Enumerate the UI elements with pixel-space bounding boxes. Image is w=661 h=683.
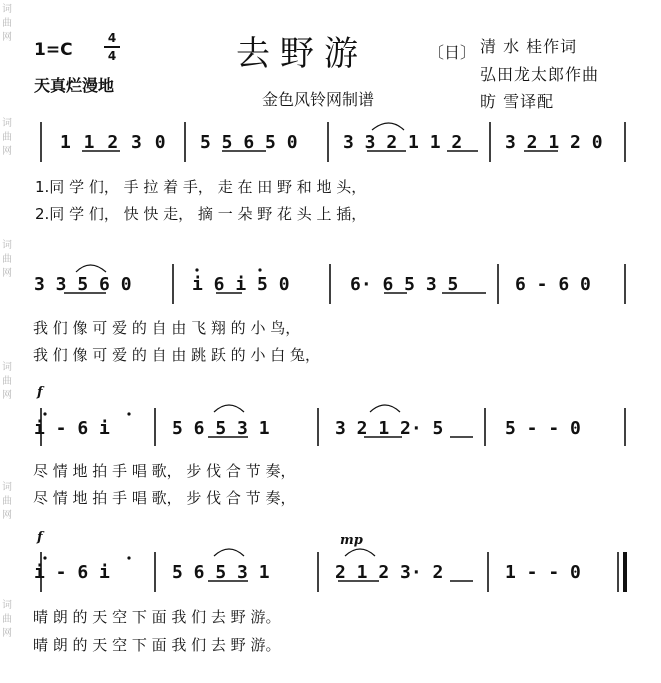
watermark-char: 曲 xyxy=(2,496,12,507)
lyricist-credit: 清 水 桂作词 xyxy=(480,37,578,56)
measure-notes: 3 2 1 2· 5 xyxy=(335,418,444,439)
watermark-char: 词 xyxy=(2,118,12,129)
song-title: 去野游 xyxy=(236,34,368,74)
lyric-verse-2: 我 们 像 可 爱 的 自 由 跳 跃 的 小 白 兔， xyxy=(33,346,320,364)
watermark-char: 词 xyxy=(2,240,12,251)
measure-notes: 1 1 2 3 0 xyxy=(60,132,166,153)
watermark-char: 曲 xyxy=(2,614,12,625)
key-signature: 1=C xyxy=(34,40,73,60)
measure-notes: 5 5 6 5 0 xyxy=(200,132,298,153)
dynamic-marking: f xyxy=(37,385,43,400)
lyric-verse-2: 尽 情 地 拍 手 唱 歌， 步 伐 合 节 奏， xyxy=(33,489,296,507)
lyric-verse-1: 1.同 学 们， 手 拉 着 手， 走 在 田 野 和 地 头， xyxy=(35,178,367,196)
measure-notes: 6· 6 5 3 5 xyxy=(350,274,459,295)
measure-notes: 5 6 5 3 1 xyxy=(172,562,270,583)
measure-notes: i 6 i 5 0 xyxy=(192,274,290,295)
measure-notes: 3 2 1 2 0 xyxy=(505,132,603,153)
watermark-char: 曲 xyxy=(2,254,12,265)
watermark-char: 网 xyxy=(2,390,12,401)
watermark-char: 曲 xyxy=(2,18,12,29)
watermark-char: 词 xyxy=(2,482,12,493)
tempo-marking: 天真烂漫地 xyxy=(34,76,115,95)
watermark-char: 网 xyxy=(2,628,12,639)
watermark-char: 网 xyxy=(2,32,12,43)
measure-notes: i - 6 i xyxy=(34,562,110,583)
lyric-verse-2: 晴 朗 的 天 空 下 面 我 们 去 野 游。 xyxy=(33,636,281,654)
time-signature-bottom: 4 xyxy=(107,49,117,63)
watermark-char: 词 xyxy=(2,600,12,611)
watermark-char: 网 xyxy=(2,510,12,521)
watermark-char: 网 xyxy=(2,146,12,157)
time-signature-top: 4 xyxy=(107,31,117,45)
measure-notes: 5 6 5 3 1 xyxy=(172,418,270,439)
lyric-verse-2: 2.同 学 们， 快 快 走， 摘 一 朵 野 花 头 上 插， xyxy=(35,205,367,223)
watermark-char: 曲 xyxy=(2,132,12,143)
lyric-verse-1: 晴 朗 的 天 空 下 面 我 们 去 野 游。 xyxy=(33,608,281,626)
measure-notes: 5 - - 0 xyxy=(505,418,581,439)
watermark-char: 词 xyxy=(2,4,12,15)
dynamic-marking: mp xyxy=(340,533,363,548)
measure-notes: 3 3 2 1 1 2 xyxy=(343,132,463,153)
watermark-char: 词 xyxy=(2,362,12,373)
composer-credit: 弘田龙太郎作曲 xyxy=(480,65,600,84)
translator-credit: 昉 雪译配 xyxy=(480,92,555,111)
engraver-credit: 金色风铃网制谱 xyxy=(262,90,375,109)
measure-notes: 2 1 2 3· 2 xyxy=(335,562,444,583)
watermark-char: 曲 xyxy=(2,376,12,387)
measure-notes: 1 - - 0 xyxy=(505,562,581,583)
measure-notes: i - 6 i xyxy=(34,418,110,439)
measure-notes: 3 3 5 6 0 xyxy=(34,274,132,295)
lyric-verse-1: 尽 情 地 拍 手 唱 歌， 步 伐 合 节 奏， xyxy=(33,462,296,480)
origin-label: 〔日〕 xyxy=(428,43,477,62)
measure-notes: 6 - 6 0 xyxy=(515,274,591,295)
lyric-verse-1: 我 们 像 可 爱 的 自 由 飞 翔 的 小 鸟， xyxy=(33,319,301,337)
watermark-char: 网 xyxy=(2,268,12,279)
dynamic-marking: f xyxy=(37,530,43,545)
